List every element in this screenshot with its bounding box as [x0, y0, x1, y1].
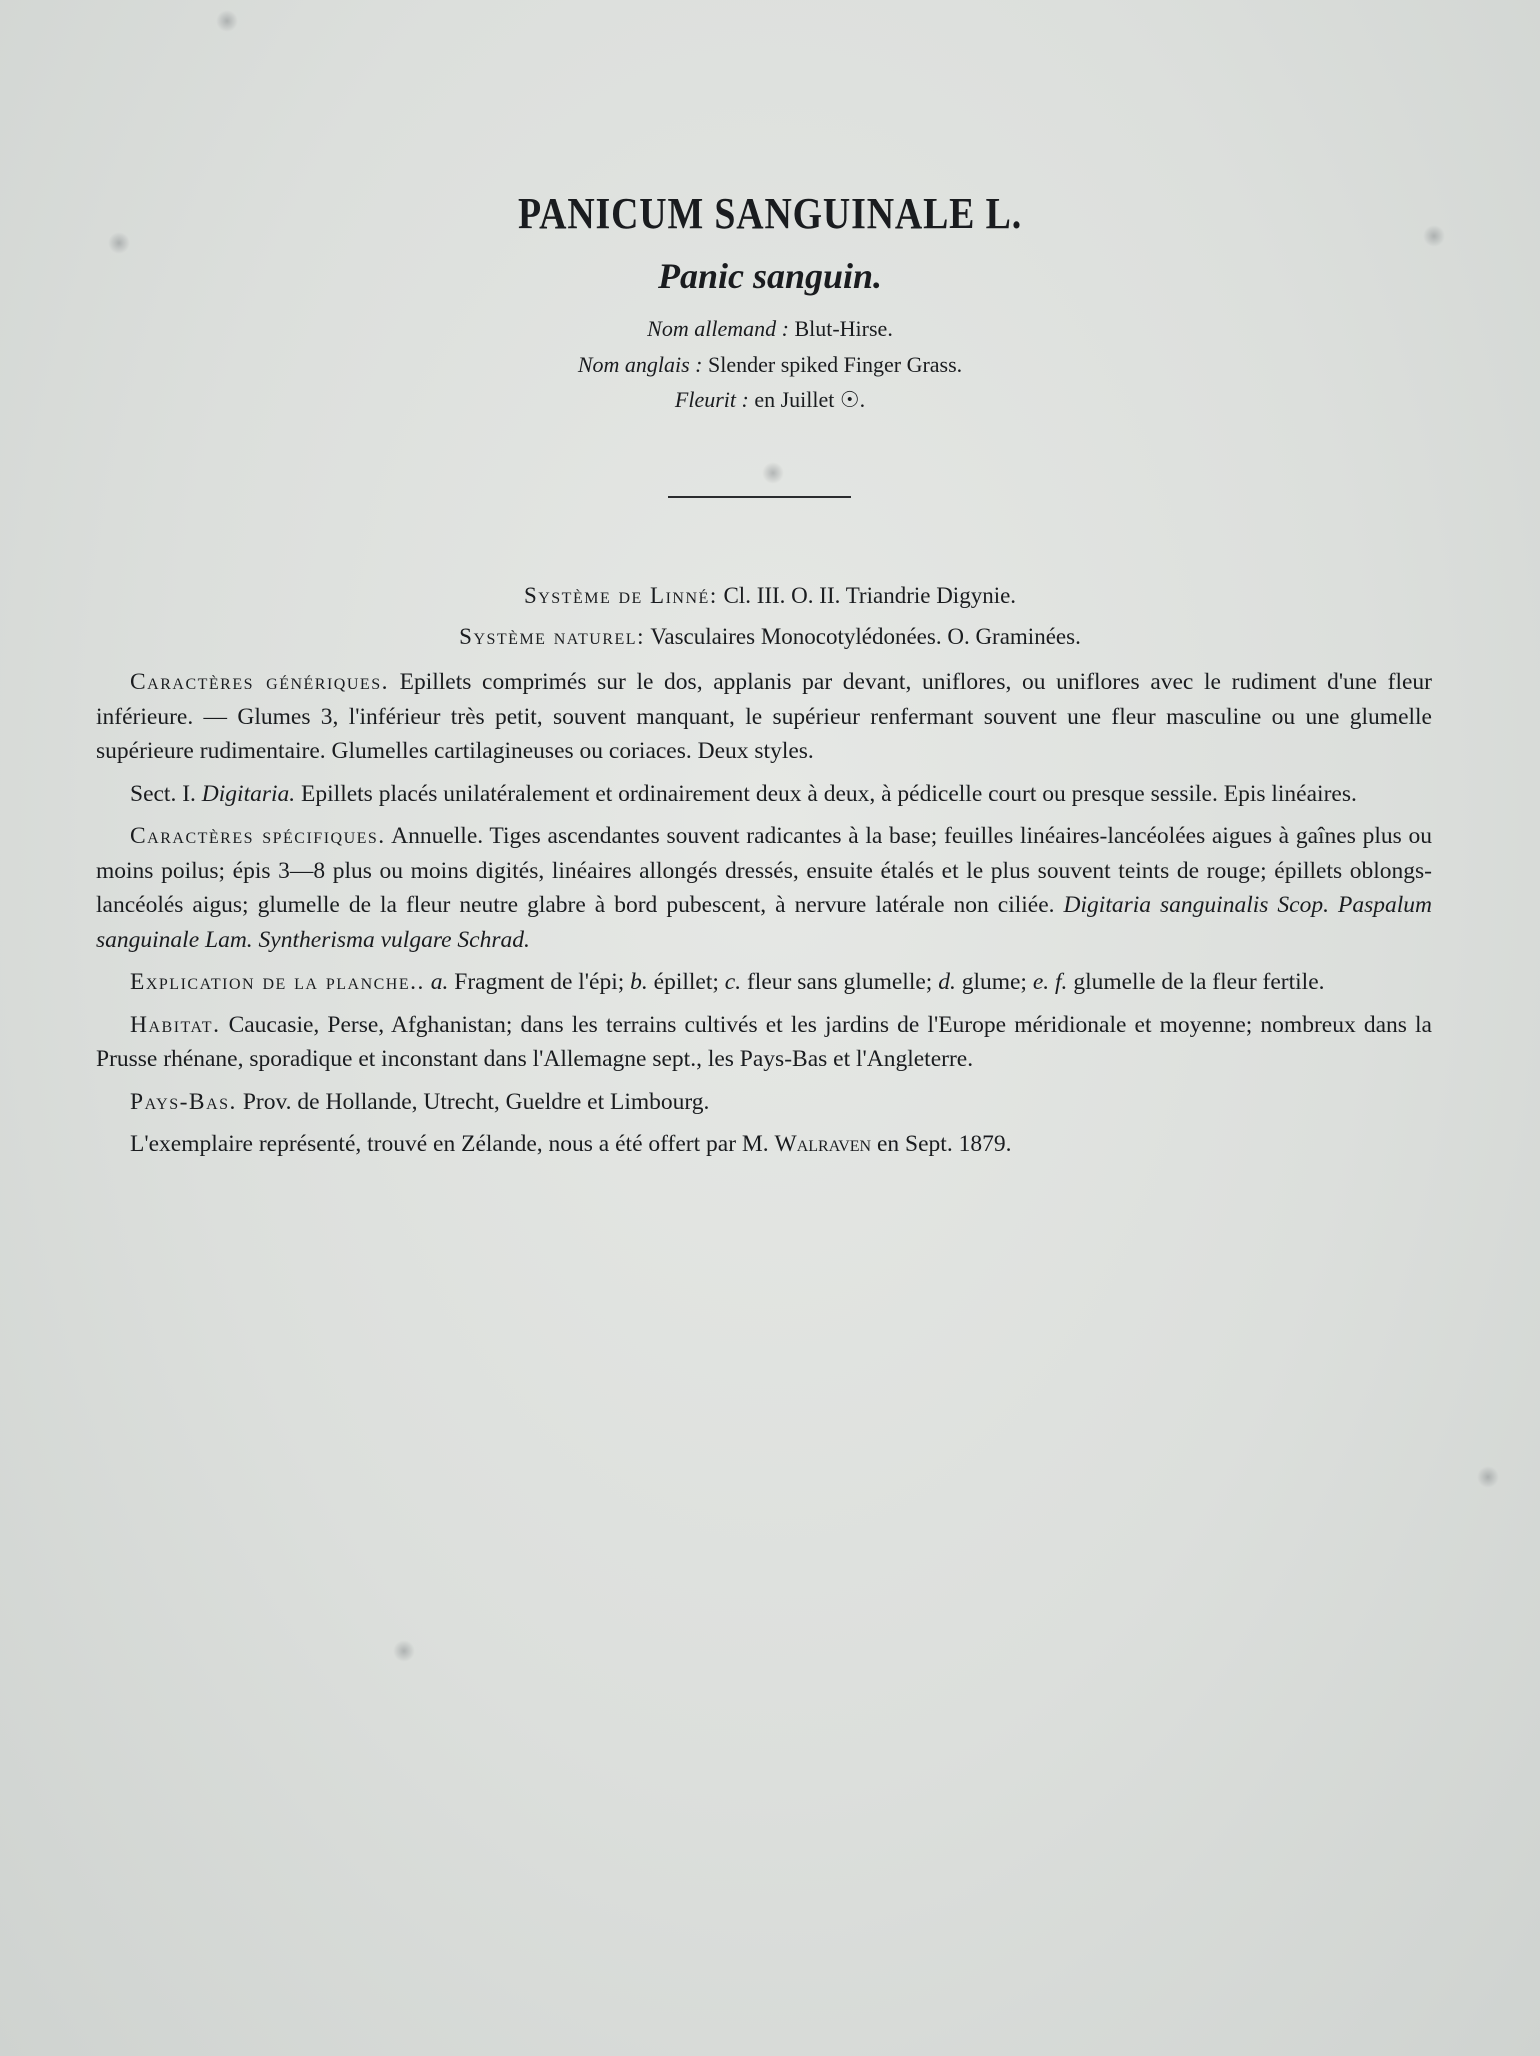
netherlands-paragraph — [96, 1085, 1432, 1120]
plate-explanation-label: Explication de la planche.. — [130, 969, 425, 995]
specific-characters-paragraph — [96, 819, 1432, 957]
german-name-label: Nom allemand : — [647, 316, 789, 341]
figure-ef-text: glumelle de la fleur fertile. — [1073, 969, 1325, 995]
linne-system-line — [0, 583, 1540, 609]
specimen-text: L'exemplaire représenté, trouvé en Zélande, nous a été offert par M. — [130, 1131, 769, 1157]
german-name-value: Blut-Hirse. — [794, 316, 893, 341]
section-name: Digitaria. — [201, 780, 296, 807]
generic-characters-label: Caractères génériques. — [130, 669, 389, 695]
page-subtitle: Panic sanguin. — [657, 256, 883, 296]
english-name-value: Slender spiked Finger Grass. — [708, 352, 963, 377]
plate-explanation-paragraph — [96, 965, 1432, 1000]
paper-spot — [1477, 1466, 1499, 1488]
german-name-line — [0, 316, 1540, 342]
flowering-value: en Juillet ☉. — [754, 387, 866, 412]
paper-spot — [393, 1640, 415, 1662]
section-paragraph — [96, 777, 1432, 812]
section-text: Epillets placés unilatéralement et ordinairement deux à deux, à pédicelle court ou presque sessile. Epis linéaires. — [301, 780, 1357, 807]
figure-c-letter: c. — [724, 969, 742, 995]
netherlands-label: Pays-Bas. — [130, 1088, 237, 1115]
specimen-date: en Sept. 1879. — [876, 1131, 1012, 1157]
specific-characters-label: Caractères spécifiques. — [130, 823, 386, 849]
paper-spot — [216, 10, 238, 32]
natural-system-value: Vasculaires Monocotylédonées. O. Graminées. — [650, 624, 1081, 649]
figure-c-text: fleur sans glumelle; — [746, 969, 933, 995]
section-label: Sect. I. — [130, 780, 196, 807]
generic-characters-text: Epillets comprimés sur le dos, applanis par devant, uniflores, ou uniflores avec le rudiment d'une fleur inférieure. — Glumes 3, l'inférieur très petit, souvent manquant, le supérieur renfermant souvent une fleur masculine ou une glumelle supérieure rudimentaire. Glumelles cartilagineuses ou coriaces. Deux styles. — [96, 669, 1432, 764]
figure-ef-letters: e. f. — [1032, 969, 1068, 995]
flowering-line — [0, 387, 1540, 413]
figure-b-letter: b. — [630, 969, 648, 995]
paper-spot — [762, 462, 784, 484]
generic-characters-paragraph — [96, 665, 1432, 769]
flowering-label: Fleurit : — [674, 387, 749, 412]
divider-rule — [668, 496, 851, 498]
habitat-label: Habitat. — [130, 1011, 221, 1038]
specific-characters-text: Annuelle. Tiges ascendantes souvent radicantes à la base; feuilles linéaires-lancéolées aigues à gaînes plus ou moins poilus; épis 3—8 plus ou moins digités, linéaires allongés dressés, ensuite étalés et le plus souvent teints de rouge; épillets oblongs-lancéolés aigus; glumelle de la fleur neutre glabre à bord pubescent, à nervure latérale non ciliée. — [96, 823, 1432, 918]
donor-name: Walraven — [774, 1131, 872, 1157]
linne-system-value: Cl. III. O. II. Triandrie Digynie. — [723, 583, 1017, 608]
habitat-paragraph — [96, 1008, 1432, 1077]
english-name-line — [0, 352, 1540, 378]
figure-d-text: glume; — [961, 969, 1027, 995]
figure-a-text: Fragment de l'épi; — [454, 969, 625, 995]
linne-system-label: Système de Linné: — [523, 583, 718, 608]
natural-system-line — [0, 624, 1540, 650]
habitat-text: Caucasie, Perse, Afghanistan; dans les terrains cultivés et les jardins de l'Europe méridionale et moyenne; nombreux dans la Prusse rhénane, sporadique et inconstant dans l'Allemagne sept., les Pays-Bas et l'Angleterre. — [96, 1011, 1432, 1072]
figure-b-text: épillet; — [653, 969, 719, 995]
figure-d-letter: d. — [938, 969, 956, 995]
specimen-paragraph — [96, 1127, 1432, 1162]
figure-a-letter: a. — [430, 969, 449, 995]
netherlands-text: Prov. de Hollande, Utrecht, Gueldre et Limbourg. — [242, 1088, 710, 1115]
english-name-label: Nom anglais : — [577, 352, 703, 377]
page-title: PANICUM SANGUINALE L. — [517, 189, 1023, 238]
description-body — [96, 665, 1432, 1170]
natural-system-label: Système naturel: — [459, 624, 645, 649]
synonyms-text: Digitaria sanguinalis Scop. Paspalum sanguinale Lam. Syntherisma vulgare Schrad. — [96, 892, 1432, 953]
